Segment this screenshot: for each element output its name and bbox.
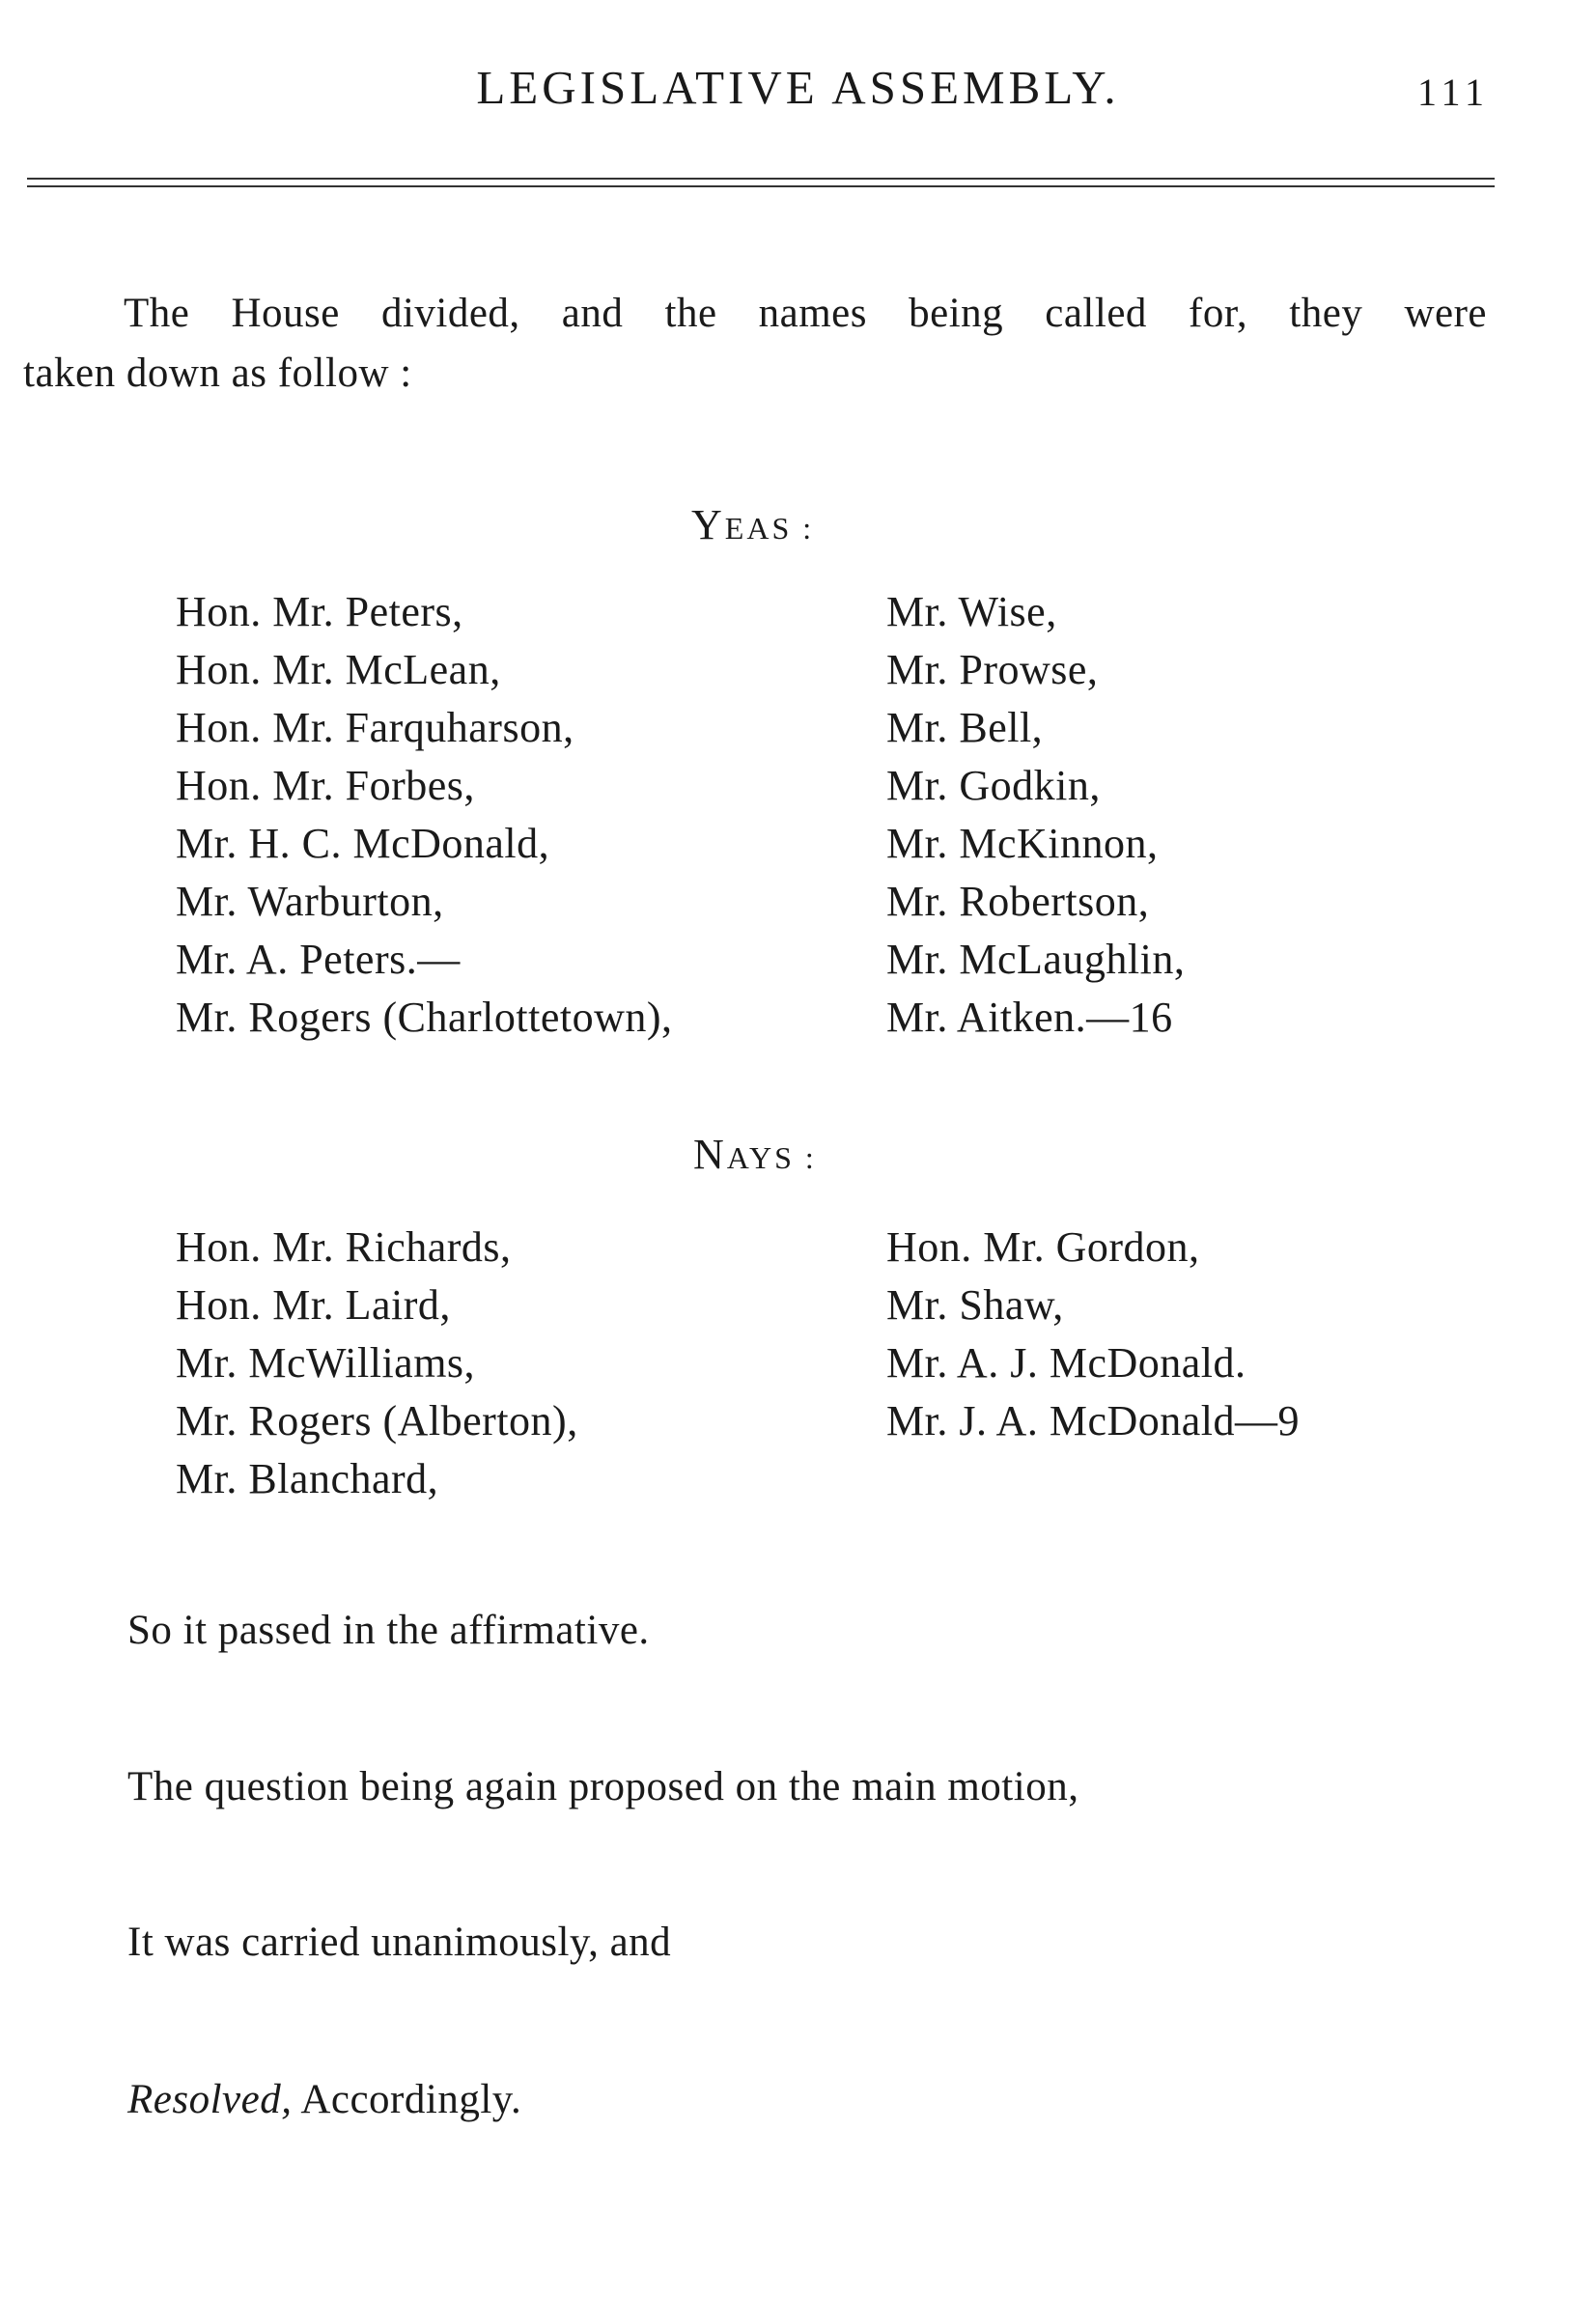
yeas-name: Hon. Mr. Forbes, (176, 762, 475, 809)
yeas-heading-rest: EAS : (724, 511, 815, 546)
yeas-name: Hon. Mr. Farquharson, (176, 704, 574, 751)
nays-right-column (886, 1219, 1300, 1450)
yeas-name: Hon. Mr. Peters, (176, 588, 463, 635)
yeas-name: Mr. Godkin, (886, 762, 1101, 809)
yeas-name: Mr. Warburton, (176, 878, 444, 925)
question-line: The question being again proposed on the main motion, (127, 1764, 1079, 1809)
nays-heading-rest: AYS : (726, 1140, 817, 1175)
yeas-heading (691, 500, 814, 549)
yeas-name: Mr. Wise, (886, 588, 1057, 635)
yeas-name: Mr. H. C. McDonald, (176, 820, 550, 867)
running-head: LEGISLATIVE ASSEMBLY. (476, 61, 1120, 114)
nays-name: Mr. McWilliams, (176, 1339, 476, 1387)
header-rule-top (27, 178, 1495, 180)
nays-left-column (176, 1219, 578, 1508)
page-number: 111 (1417, 70, 1491, 114)
nays-heading (693, 1130, 817, 1179)
yeas-name: Mr. McLaughlin, (886, 936, 1186, 983)
nays-name: Hon. Mr. Gordon, (886, 1223, 1200, 1271)
nays-heading-initial: N (693, 1131, 727, 1178)
nays-name: Hon. Mr. Richards, (176, 1223, 512, 1271)
yeas-name: Mr. Rogers (Charlottetown), (176, 994, 673, 1041)
yeas-heading-initial: Y (691, 501, 725, 548)
carried-line: It was carried unanimously, and (127, 1920, 672, 1965)
nays-name: Mr. A. J. McDonald. (886, 1339, 1246, 1387)
nays-name: Mr. Blanchard, (176, 1455, 439, 1502)
yeas-name: Mr. Robertson, (886, 878, 1150, 925)
nays-name: Mr. Rogers (Alberton), (176, 1397, 578, 1444)
resolved-rest: Accordingly. (292, 2077, 522, 2122)
yeas-left-column (176, 583, 673, 1047)
yeas-right-column (886, 583, 1185, 1047)
passed-line: So it passed in the affirmative. (127, 1608, 650, 1653)
intro-line-2: taken down as follow : (23, 350, 412, 396)
yeas-name: Hon. Mr. McLean, (176, 646, 501, 693)
resolved-line (127, 2076, 521, 2123)
yeas-name: Mr. Aitken.—16 (886, 994, 1173, 1041)
resolved-italic: Resolved, (127, 2077, 293, 2122)
yeas-name: Mr. McKinnon, (886, 820, 1159, 867)
yeas-name: Mr. Bell, (886, 704, 1044, 751)
yeas-name: Mr. Prowse, (886, 646, 1099, 693)
nays-name: Mr. J. A. McDonald—9 (886, 1397, 1300, 1444)
nays-name: Hon. Mr. Laird, (176, 1281, 451, 1329)
yeas-name: Mr. A. Peters.— (176, 936, 461, 983)
nays-name: Mr. Shaw, (886, 1281, 1064, 1329)
header-rule-bottom (27, 185, 1495, 187)
intro-line-1: The House divided, and the names being called for, they were (124, 291, 1487, 336)
